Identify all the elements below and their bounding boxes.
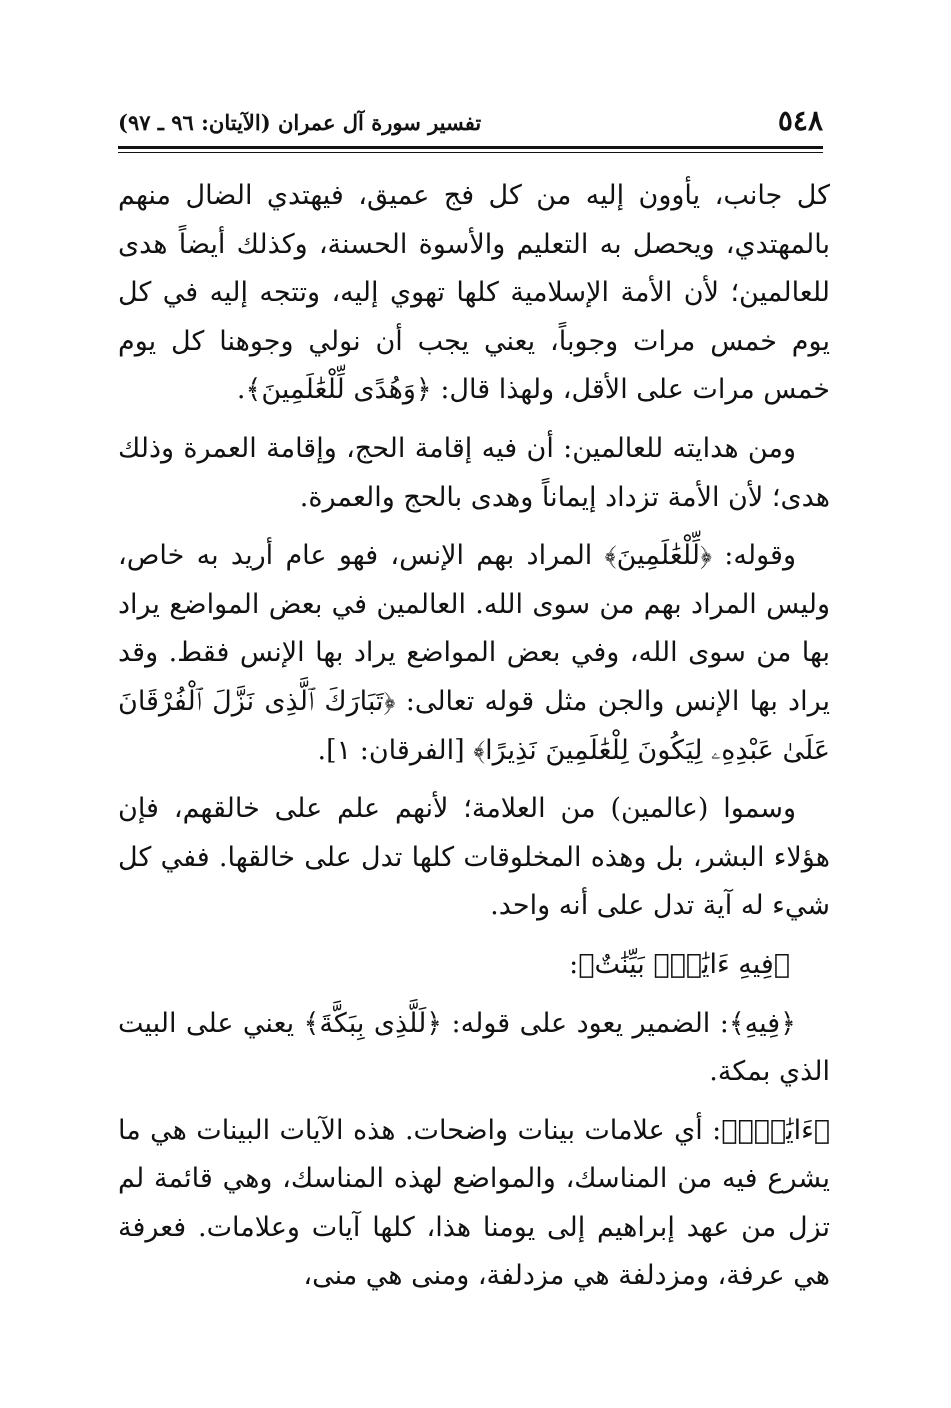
page-header — [118, 104, 823, 142]
paragraph: كل جانب، يأوون إليه من كل فج عميق، فيهتدي الضال منهم بالمهتدي، ويحصل به التعليم والأسوة الحسنة، وكذلك أيضاً هدى للعالمين؛ لأن الأمة الإسلامية كلها تهوي إليه، وتتجه إليه في كل يوم خمس مرات وجوباً، يعني يجب أن نولي وجوهنا كل يوم خمس مرات على الأقل، ولهذا قال: ﴿وَهُدًى لِّلْعَٰلَمِينَ﴾. — [118, 180, 830, 406]
paragraph: ﴿ءَايَٰتٌۢ﴾: أي علامات بينات واضحات. هذه الآيات البينات هي ما يشرع فيه من المناسك، والمواضع لهذه المناسك، وهي قائمة لم تزل من عهد إبراهيم إلى يومنا هذا، كلها آيات وعلامات. فعرفة هي عرفة، ومزدلفة هي مزدلفة، ومنى هي منى، — [118, 1114, 830, 1292]
paragraph: وقوله: ﴿لِّلْعَٰلَمِينَ﴾ المراد بهم الإنس، فهو عام أريد به خاص، وليس المراد بهم من سوى الله. العالمين في بعض المواضع يراد بها من سوى الله، وفي بعض المواضع يراد بها الإنس فقط. وقد يراد بها الإنس والجن مثل قوله تعالى: ﴿تَبَارَكَ ٱلَّذِى نَزَّلَ ٱلْفُرْقَانَ عَلَىٰ عَبْدِهِۦ لِيَكُونَ لِلْعَٰلَمِينَ نَذِيرًا﴾ [الفرقان: ١]. — [118, 540, 830, 766]
running-title: تفسير سورة آل عمران (الآيتان: ٩٦ ـ ٩٧) — [118, 110, 482, 135]
paragraph: وسموا (عالمين) من العلامة؛ لأنهم علم على خالقهم، فإن هؤلاء البشر، بل وهذه المخلوقات كلها تدل على خالقها. ففي كل شيء له آية تدل على أنه واحد. — [118, 793, 830, 922]
header-rule-thick — [118, 146, 823, 149]
header-rule-thin — [118, 152, 823, 153]
paragraph: ومن هدايته للعالمين: أن فيه إقامة الحج، وإقامة العمرة وذلك هدى؛ لأن الأمة تزداد إيماناً وهدى بالحج والعمرة. — [118, 432, 830, 513]
body-text — [118, 172, 830, 1311]
verse-heading: ﴿فِيهِ ءَايَٰتٌۢ بَيِّنَٰتٌ﴾: — [569, 948, 790, 980]
page-number: ٥٤٨ — [777, 104, 823, 137]
paragraph: ﴿فِيهِ﴾: الضمير يعود على قوله: ﴿لَلَّذِى بِبَكَّةَ﴾ يعني على البيت الذي بمكة. — [118, 1007, 830, 1088]
